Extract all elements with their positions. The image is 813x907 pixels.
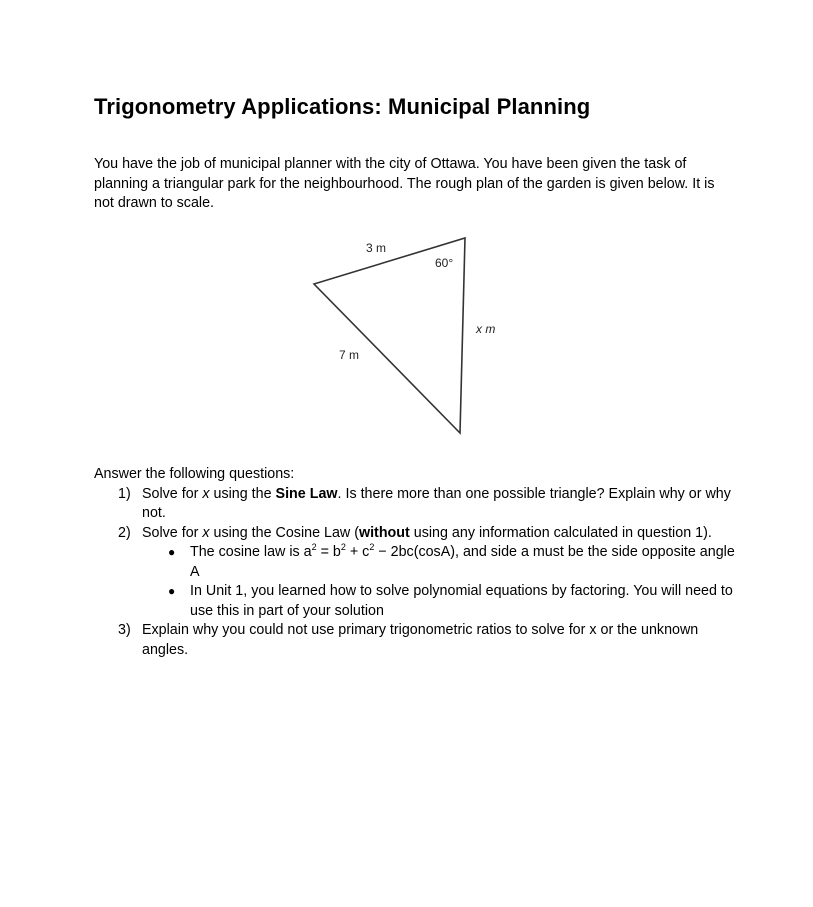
question-number: 1) [118, 485, 131, 502]
question-2-text-a: Solve for [142, 524, 203, 541]
question-2-variable: x [202, 524, 210, 541]
question-1 [94, 485, 744, 524]
question-1-text-c: . Is there more than one possible triangle? Explain why or why not. [142, 485, 731, 521]
question-1-text-a: Solve for [142, 485, 203, 502]
bullet-item [142, 582, 744, 621]
question-3 [94, 621, 744, 660]
questions-intro: Answer the following questions: [94, 466, 295, 482]
question-number: 2) [118, 524, 131, 541]
intro-paragraph: You have the job of municipal planner with the city of Ottawa. You have been given the task of planning a triangular park for the neighbourhood. The rough plan of the garden is given below. It is not drawn to scale. [94, 156, 715, 211]
question-number: 3) [118, 622, 131, 638]
question-1-variable: x [202, 485, 210, 502]
bullet-1-text-2: = b [316, 544, 341, 560]
question-2-text-b: using the Cosine Law ( [209, 524, 359, 541]
exponent: 2 [311, 542, 317, 553]
bullet-1-text-4: − 2bc(cosA), and side a must be the side opposite angle A [190, 544, 735, 580]
question-list [94, 485, 744, 661]
bullet-icon: ● [168, 584, 176, 598]
question-1-text-b: using the [209, 485, 276, 502]
bullet-item [142, 543, 744, 582]
bullet-1-text-1: The cosine law is a [190, 544, 312, 560]
side-top-label: 3 m [366, 241, 387, 255]
page-title: Trigonometry Applications: Municipal Planning [94, 94, 591, 119]
questions-section [94, 465, 744, 660]
bullet-icon: ● [168, 545, 176, 559]
question-2 [94, 524, 744, 622]
side-right-label: x m [476, 322, 496, 336]
question-2-bold: without [358, 524, 410, 541]
side-left-label: 7 m [339, 348, 360, 362]
exponent: 2 [369, 542, 375, 553]
triangle-diagram [300, 232, 530, 442]
question-1-bold: Sine Law [275, 485, 338, 502]
bullet-1-text-3: + c [345, 544, 370, 560]
exponent: 2 [340, 542, 346, 553]
question-3-text: Explain why you could not use primary trigonometric ratios to solve for x or the unknown angles. [142, 622, 699, 658]
question-2-text-c: using any information calculated in question 1). [409, 524, 712, 541]
bullet-2-text: In Unit 1, you learned how to solve polynomial equations by factoring. You will need to use this in part of your solution [190, 583, 733, 619]
question-2-bullets [142, 543, 744, 621]
angle-label: 60° [435, 256, 454, 270]
